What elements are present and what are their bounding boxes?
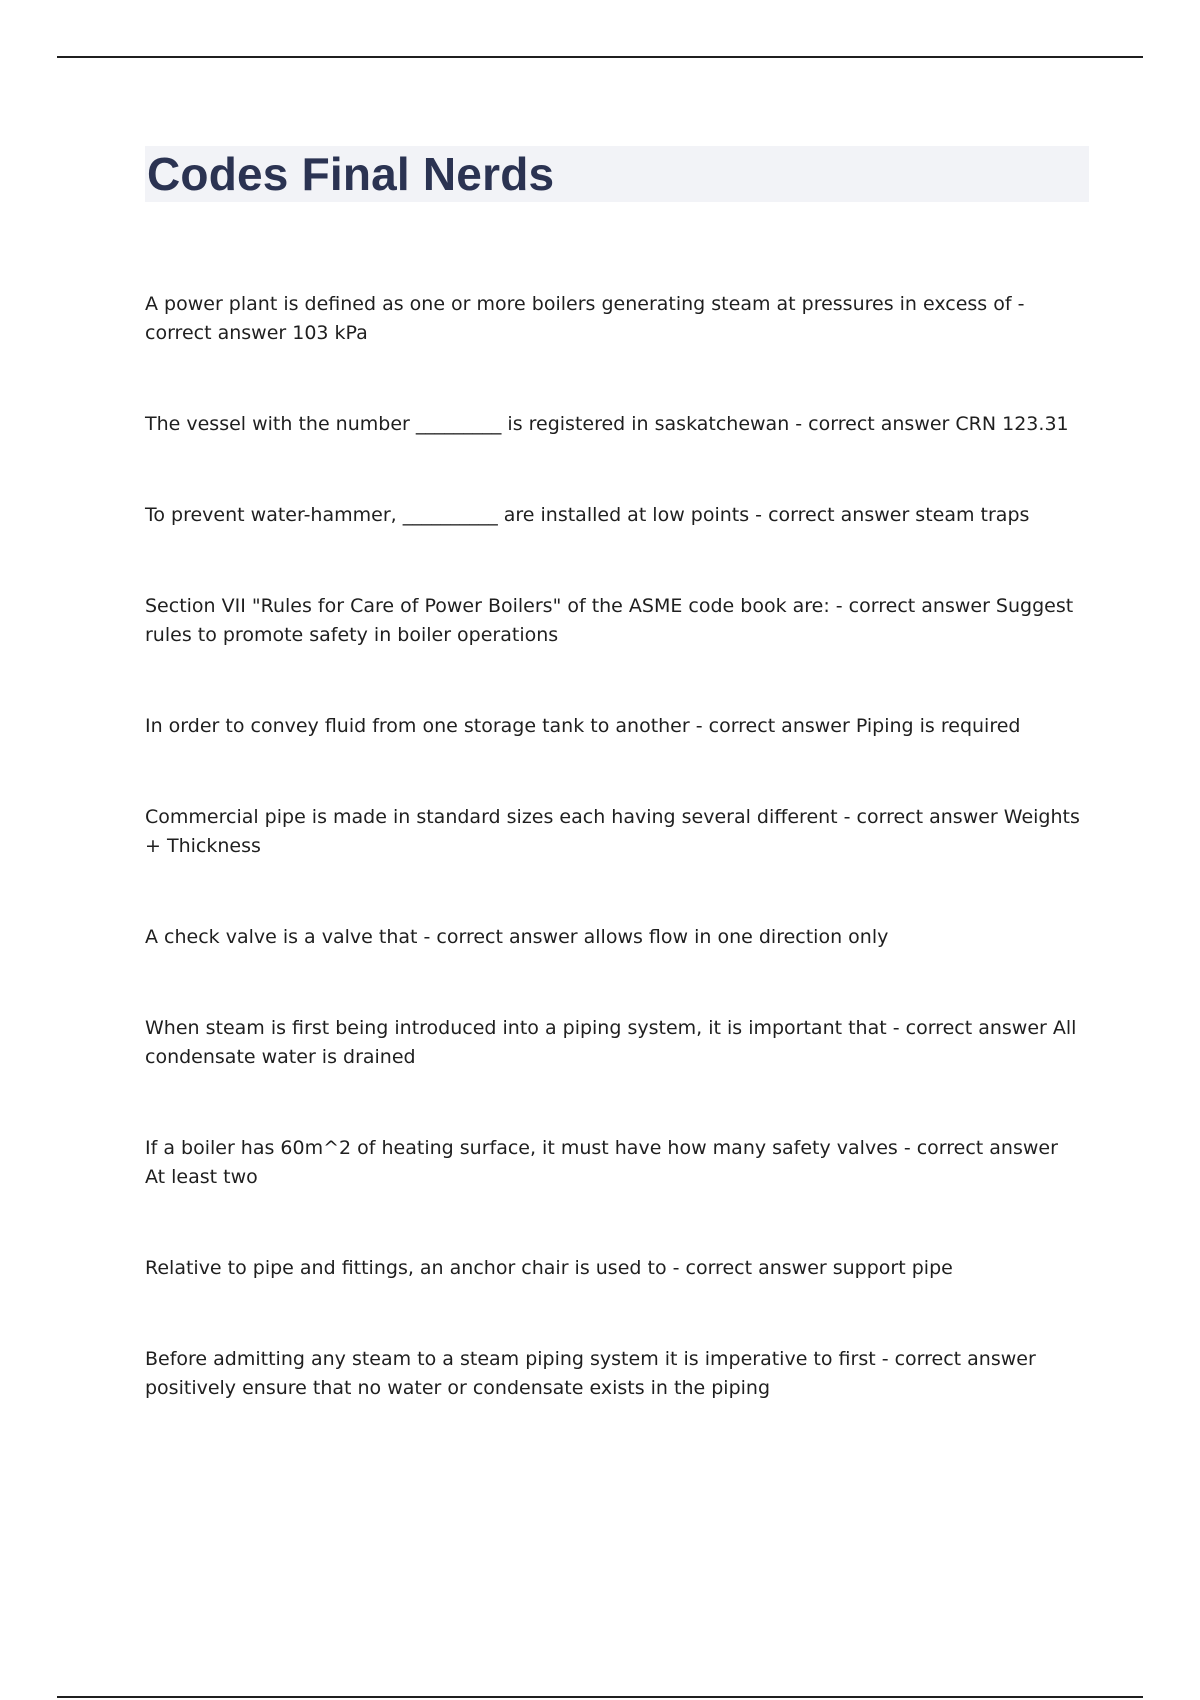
page-title: Codes Final Nerds (147, 148, 555, 200)
qa-item: To prevent water-hammer, __________ are installed at low points - correct answer steam traps (145, 504, 1030, 526)
qa-item: Section VII "Rules for Care of Power Boilers" of the ASME code book are: - correct answer Suggest rules to promote safety in boiler operations (145, 595, 1074, 646)
qa-item: The vessel with the number _________ is registered in saskatchewan - correct answer CRN 123.31 (145, 413, 1069, 435)
qa-list (145, 290, 1080, 1465)
qa-item: Commercial pipe is made in standard sizes each having several different - correct answer Weights + Thickness (145, 806, 1080, 857)
qa-item: A check valve is a valve that - correct answer allows flow in one direction only (145, 926, 889, 948)
qa-item: Before admitting any steam to a steam piping system it is imperative to first - correct answer positively ensure that no water or condensate exists in the piping (145, 1348, 1036, 1399)
qa-item: When steam is first being introduced into a piping system, it is important that - correct answer All condensate water is drained (145, 1017, 1077, 1068)
bottom-rule (57, 1696, 1143, 1698)
qa-item: In order to convey fluid from one storage tank to another - correct answer Piping is required (145, 715, 1021, 737)
title-block (145, 146, 1089, 202)
qa-item: If a boiler has 60m^2 of heating surface, it must have how many safety valves - correct answer At least two (145, 1137, 1058, 1188)
top-rule (57, 56, 1143, 58)
qa-item: A power plant is defined as one or more boilers generating steam at pressures in excess of - correct answer 103 kPa (145, 293, 1025, 344)
qa-item: Relative to pipe and fittings, an anchor chair is used to - correct answer support pipe (145, 1257, 953, 1279)
